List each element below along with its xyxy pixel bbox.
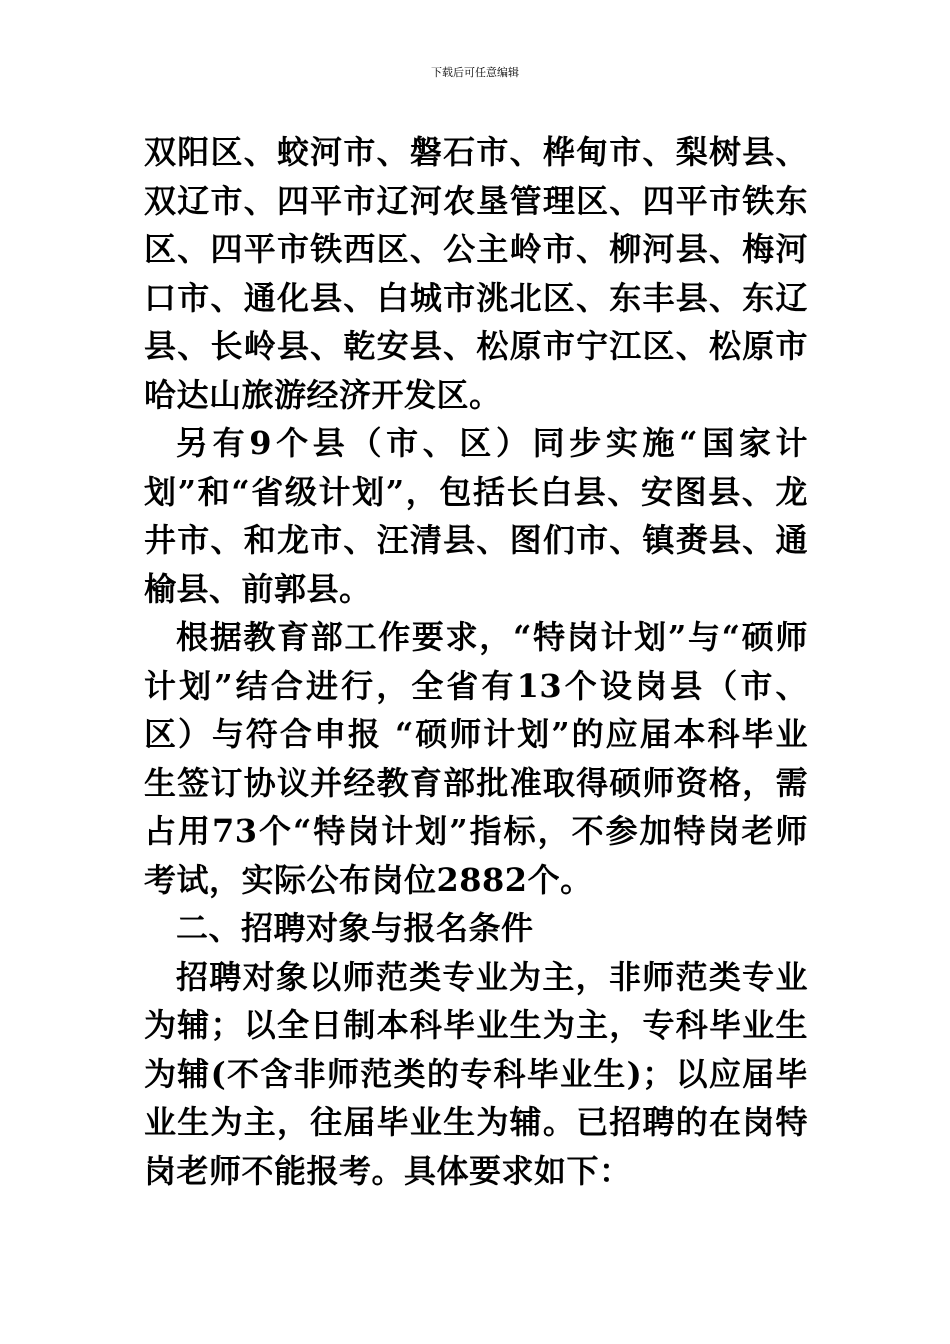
section-heading-recruitment-targets: 二、招聘对象与报名条件 (176, 909, 534, 947)
paragraph-additional-counties: 另有9个县（市、区）同步实施“国家计划”和“省级计划”，包括长白县、安图县、龙井市、和龙市、汪清县、图们市、镇赉县、通榆县、前郭县。 (144, 424, 808, 608)
paragraph-district-list: 双阳区、蛟河市、磐石市、桦甸市、梨树县、双辽市、四平市辽河农垦管理区、四平市铁东区、四平市铁西区、公主岭市、柳河县、梅河口市、通化县、白城市洮北区、东丰县、东辽县、长岭县、乾安县、松原市宁江区、松原市哈达山旅游经济开发区。 (144, 133, 808, 414)
document-body (144, 128, 808, 1195)
paragraph-master-teacher-plan: 根据教育部工作要求，“特岗计划”与“硕师计划”结合进行，全省有13个设岗县（市、区）与符合申报 “硕师计划”的应届本科毕业生签订协议并经教育部批准取得硕师资格，需占用73个“特岗计划”指标，不参加特岗老师考试，实际公布岗位2882个。 (144, 618, 808, 899)
page-header: 下载后可任意编辑 (431, 66, 519, 79)
paragraph-recruitment-requirements: 招聘对象以师范类专业为主，非师范类专业为辅；以全日制本科毕业生为主，专科毕业生为辅(不含非师范类的专科毕业生)；以应届毕业生为主，往届毕业生为辅。已招聘的在岗特岗老师不能报考。具体要求如下： (144, 957, 808, 1190)
